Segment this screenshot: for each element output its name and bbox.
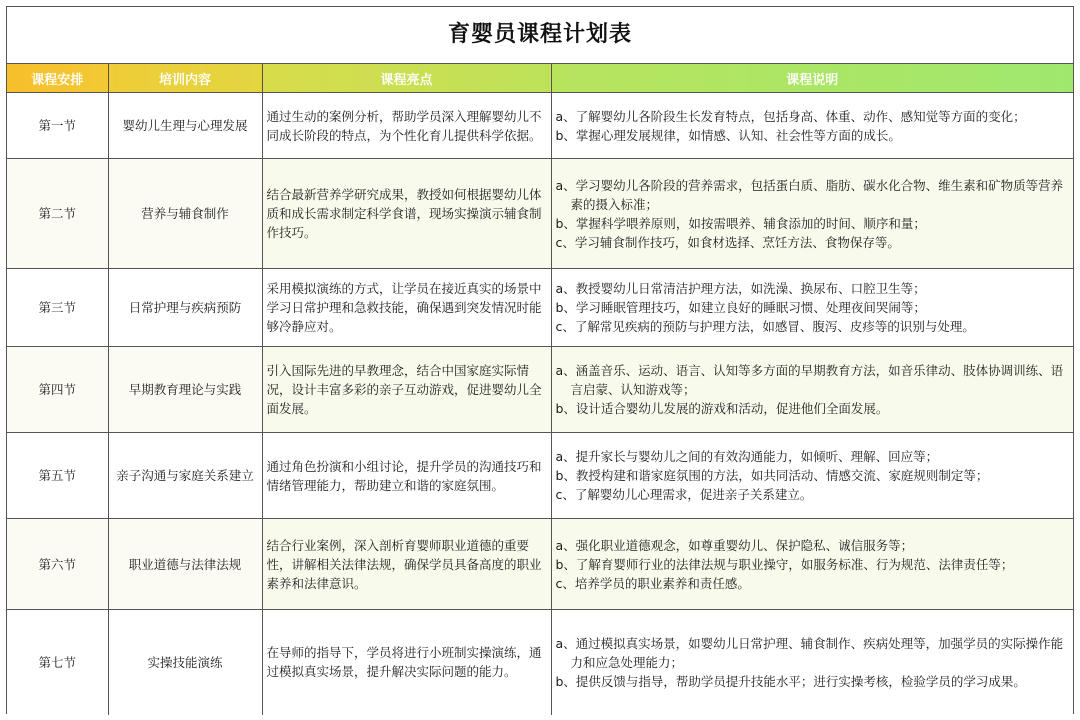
description-item: b、教授构建和谐家庭氛围的方法，如共同活动、情感交流、家庭规则制定等； [555, 468, 989, 483]
header-course-schedule: 课程安排 [7, 64, 108, 93]
description-item: a、通过模拟真实场景，如婴幼儿日常护理、辅食制作、疾病处理等，加强学员的实际操作能力和应急处理能力； [555, 635, 1064, 670]
description-item: c、了解常见疾病的预防与护理方法，如感冒、腹泻、皮疹等的识别与处理。 [555, 319, 975, 334]
course-description-cell [551, 93, 1073, 159]
table-row [7, 433, 1073, 519]
description-item: a、强化职业道德观念，如尊重婴幼儿、保护隐私、诚信服务等； [555, 537, 914, 553]
description-item: b、学习睡眠管理技巧，如建立良好的睡眠习惯、处理夜间哭闹等； [555, 300, 926, 315]
table-row [7, 269, 1073, 347]
table-row [7, 159, 1073, 269]
course-highlight-cell: 引入国际先进的早教理念，结合中国家庭实际情况，设计丰富多彩的亲子互动游戏，促进婴幼儿全面发展。 [262, 347, 551, 433]
course-section-cell: 第七节 [7, 610, 108, 715]
table-row [7, 347, 1073, 433]
course-highlight-cell: 结合最新营养学研究成果，教授如何根据婴幼儿体质和成长需求制定科学食谱，现场实操演示辅食制作技巧。 [262, 159, 551, 269]
course-highlight-cell: 采用模拟演练的方式，让学员在接近真实的场景中学习日常护理和急救技能，确保遇到突发情况时能够冷静应对。 [262, 269, 551, 347]
training-topic-cell: 日常护理与疾病预防 [108, 269, 262, 347]
course-highlight-cell: 在导师的指导下，学员将进行小班制实操演练，通过模拟真实场景，提升解决实际问题的能力。 [262, 610, 551, 715]
training-topic-cell: 亲子沟通与家庭关系建立 [108, 433, 262, 519]
course-description-cell [551, 433, 1073, 519]
description-item: b、掌握心理发展规律，如情感、认知、社会性等方面的成长。 [555, 127, 901, 143]
course-highlight-cell: 结合行业案例，深入剖析育婴师职业道德的重要性，讲解相关法律法规，确保学员具备高度的职业素养和法律意识。 [262, 519, 551, 610]
course-plan-table-frame [6, 6, 1074, 714]
course-section-cell: 第三节 [7, 269, 108, 347]
page-title: 育婴员课程计划表 [7, 7, 1073, 64]
description-item: c、培养学员的职业素养和责任感。 [555, 575, 750, 591]
course-section-cell: 第四节 [7, 347, 108, 433]
course-description-cell [551, 347, 1073, 433]
course-highlight-cell: 通过生动的案例分析，帮助学员深入理解婴幼儿不同成长阶段的特点，为个性化育儿提供科学依据。 [262, 93, 551, 159]
description-item: a、提升家长与婴幼儿之间的有效沟通能力，如倾听、理解、回应等； [555, 449, 939, 464]
description-item: b、了解育婴师行业的法律法规与职业操守，如服务标准、行为规范、法律责任等； [555, 556, 1014, 572]
training-topic-cell: 婴幼儿生理与心理发展 [108, 93, 262, 159]
description-item: b、掌握科学喂养原则，如按需喂养、辅食添加的时间、顺序和量； [555, 215, 926, 231]
table-row [7, 519, 1073, 610]
description-item: a、涵盖音乐、运动、语言、认知等多方面的早期教育方法，如音乐律动、肢体协调训练、语言启蒙、认知游戏等； [555, 363, 1064, 397]
training-topic-cell: 实操技能演练 [108, 610, 262, 715]
course-highlight-cell: 通过角色扮演和小组讨论，提升学员的沟通技巧和情绪管理能力，帮助建立和谐的家庭氛围。 [262, 433, 551, 519]
description-item: c、学习辅食制作技巧，如食材选择、烹饪方法、食物保存等。 [555, 234, 900, 250]
header-training-content: 培训内容 [108, 64, 262, 93]
description-item: b、设计适合婴幼儿发展的游戏和活动，促进他们全面发展。 [555, 401, 889, 416]
course-section-cell: 第五节 [7, 433, 108, 519]
course-section-cell: 第二节 [7, 159, 108, 269]
description-item: a、学习婴幼儿各阶段的营养需求，包括蛋白质、脂肪、碳水化合物、维生素和矿物质等营养素的摄入标准； [555, 177, 1064, 212]
training-topic-cell: 早期教育理论与实践 [108, 347, 262, 433]
course-section-cell: 第六节 [7, 519, 108, 610]
training-topic-cell: 营养与辅食制作 [108, 159, 262, 269]
course-section-cell: 第一节 [7, 93, 108, 159]
course-description-cell [551, 159, 1073, 269]
header-course-highlights: 课程亮点 [262, 64, 551, 93]
table-row [7, 610, 1073, 715]
header-course-description: 课程说明 [551, 64, 1073, 93]
course-description-cell [551, 269, 1073, 347]
course-table [7, 64, 1073, 715]
description-item: b、提供反馈与指导，帮助学员提升技能水平；进行实操考核，检验学员的学习成果。 [555, 673, 1026, 689]
table-row [7, 93, 1073, 159]
training-topic-cell: 职业道德与法律法规 [108, 519, 262, 610]
description-item: c、了解婴幼儿心理需求，促进亲子关系建立。 [555, 487, 813, 502]
course-description-cell [551, 610, 1073, 715]
description-item: a、教授婴幼儿日常清洁护理方法，如洗澡、换尿布、口腔卫生等； [555, 281, 926, 296]
course-description-cell [551, 519, 1073, 610]
description-item: a、了解婴幼儿各阶段生长发育特点，包括身高、体重、动作、感知觉等方面的变化； [555, 108, 1026, 124]
table-header-row [7, 64, 1073, 93]
